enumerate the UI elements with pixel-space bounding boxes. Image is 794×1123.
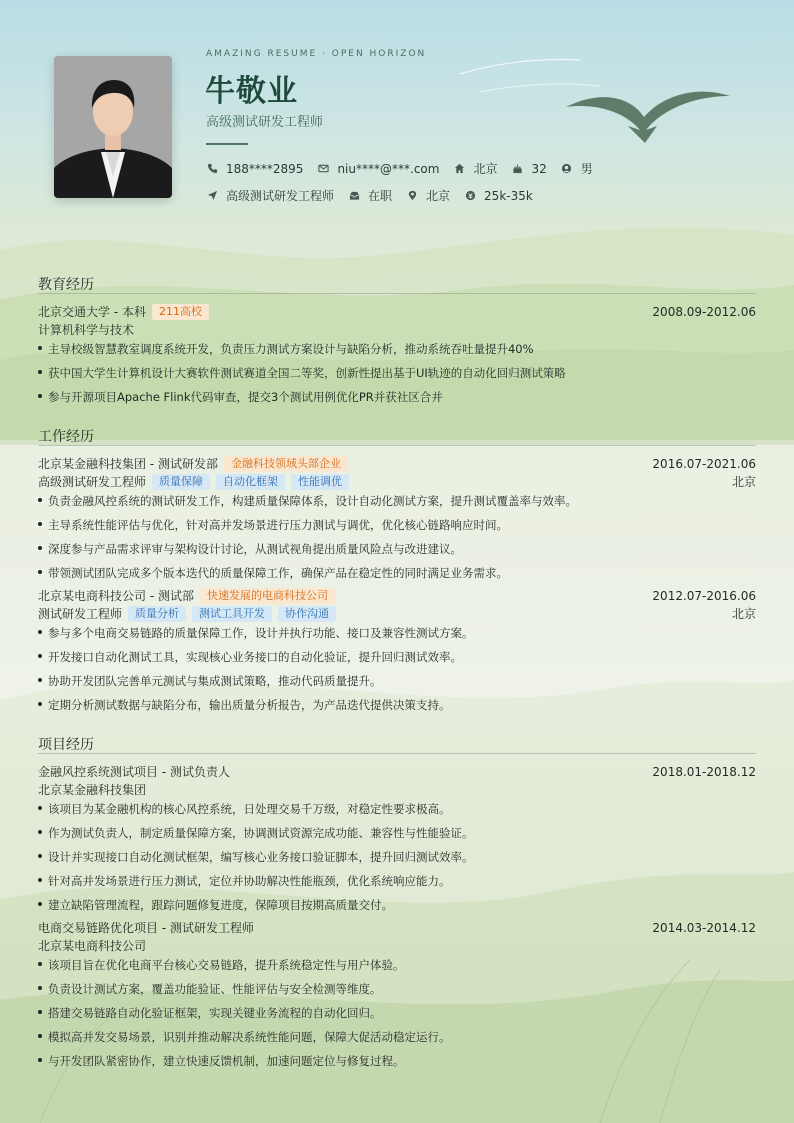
gender-icon bbox=[561, 163, 573, 175]
project-org-row bbox=[38, 937, 756, 954]
phone-info: 188****2895 bbox=[206, 162, 303, 176]
project-bullet: 作为测试负责人，制定质量保障方案，协调测试资源完成功能、兼容性与性能验证。 bbox=[38, 825, 474, 841]
job-date: 2012.07-2016.06 bbox=[652, 588, 756, 603]
school-name: 北京交通大学 - 本科 bbox=[38, 305, 146, 319]
job-city: 北京 bbox=[731, 475, 756, 489]
project-bullet: 与开发团队紧密协作，建立快速反馈机制，加速问题定位与修复过程。 bbox=[38, 1053, 405, 1069]
project-date: 2018.01-2018.12 bbox=[652, 764, 756, 779]
education-bullet: 参与开源项目Apache Flink代码审查，提交3个测试用例优化PR并获社区合并 bbox=[38, 389, 443, 405]
company-name: 北京某金融科技集团 - 测试研发部 bbox=[38, 457, 218, 471]
email-info: niu****@***.com bbox=[317, 162, 439, 176]
project-date: 2014.03-2014.12 bbox=[652, 920, 756, 935]
education-date: 2008.09-2012.06 bbox=[652, 304, 756, 319]
tagline: AMAZING RESUME · OPEN HORIZON bbox=[206, 49, 427, 59]
project-org-row bbox=[38, 781, 756, 798]
cake-icon bbox=[511, 163, 523, 175]
job-date: 2016.07-2021.06 bbox=[652, 456, 756, 471]
project-name: 金融风控系统测试项目 - 测试负责人 bbox=[38, 765, 230, 779]
job-city: 北京 bbox=[731, 607, 756, 621]
project-header-row bbox=[38, 763, 756, 780]
job-role-row bbox=[38, 473, 756, 490]
skill-tag: 质量保障 bbox=[152, 474, 210, 490]
contact-info-row bbox=[206, 160, 607, 177]
job-bullet: 协助开发团队完善单元测试与集成测试策略，推动代码质量提升。 bbox=[38, 673, 382, 689]
project-bullet: 设计并实现接口自动化测试框架，编写核心业务接口验证脚本，提升回归测试效率。 bbox=[38, 849, 474, 865]
education-major-row bbox=[38, 321, 756, 338]
avatar-photo bbox=[54, 56, 172, 198]
job-header-row bbox=[38, 587, 756, 604]
project-bullet: 搭建交易链路自动化验证框架，实现关键业务流程的自动化回归。 bbox=[38, 1005, 382, 1021]
project-org: 北京某金融科技集团 bbox=[38, 783, 147, 797]
skill-tag: 质量分析 bbox=[128, 606, 186, 622]
education-header-row bbox=[38, 303, 756, 320]
skill-tag: 测试工具开发 bbox=[192, 606, 272, 622]
job-intent-row bbox=[206, 187, 547, 204]
project-name: 电商交易链路优化项目 - 测试研发工程师 bbox=[38, 921, 254, 935]
job-role: 测试研发工程师 bbox=[38, 607, 123, 621]
school-badge: 211高校 bbox=[152, 304, 209, 320]
project-bullet: 负责设计测试方案，覆盖功能验证、性能评估与安全检测等维度。 bbox=[38, 981, 382, 997]
company-badge: 金融科技领域头部企业 bbox=[224, 456, 348, 472]
project-bullet: 建立缺陷管理流程，跟踪问题修复进度，保障项目按期高质量交付。 bbox=[38, 897, 393, 913]
skill-tag: 自动化框架 bbox=[216, 474, 285, 490]
job-bullet: 深度参与产品需求评审与架构设计讨论，从测试视角提出质量风险点与改进建议。 bbox=[38, 541, 462, 557]
skill-tag: 性能调优 bbox=[291, 474, 349, 490]
project-bullet: 该项目旨在优化电商平台核心交易链路，提升系统稳定性与用户体验。 bbox=[38, 957, 405, 973]
job-role: 高级测试研发工程师 bbox=[38, 475, 147, 489]
gender-info: 男 bbox=[561, 160, 593, 177]
candidate-title: 高级测试研发工程师 bbox=[206, 115, 324, 130]
project-bullet: 模拟高并发交易场景，识别并推动解决系统性能问题，保障大促活动稳定运行。 bbox=[38, 1029, 451, 1045]
education-section-title: 教育经历 bbox=[38, 277, 94, 293]
project-header-row bbox=[38, 919, 756, 936]
phone-icon bbox=[206, 163, 218, 175]
job-role-row bbox=[38, 605, 756, 622]
company-badge: 快速发展的电商科技公司 bbox=[200, 588, 335, 604]
employment-status-info: 在职 bbox=[348, 187, 392, 204]
money-icon bbox=[464, 190, 476, 202]
company-name: 北京某电商科技公司 - 测试部 bbox=[38, 589, 194, 603]
age-info: 32 bbox=[511, 162, 546, 176]
work-divider bbox=[38, 445, 756, 446]
inbox-icon bbox=[348, 190, 360, 202]
target-position-info: 高级测试研发工程师 bbox=[206, 187, 334, 204]
job-bullet: 带领测试团队完成多个版本迭代的质量保障工作，确保产品在稳定性的同时满足业务需求。 bbox=[38, 565, 508, 581]
project-bullet: 针对高并发场景进行压力测试，定位并协助解决性能瓶颈，优化系统响应能力。 bbox=[38, 873, 451, 889]
mail-icon bbox=[317, 163, 329, 175]
education-divider bbox=[38, 293, 756, 294]
education-bullet: 主导校级智慧教室调度系统开发，负责压力测试方案设计与缺陷分析，推动系统吞吐量提升40% bbox=[38, 341, 534, 357]
project-org: 北京某电商科技公司 bbox=[38, 939, 147, 953]
job-bullet: 主导系统性能评估与优化，针对高并发场景进行压力测试与调优，优化核心链路响应时间。 bbox=[38, 517, 508, 533]
job-bullet: 定期分析测试数据与缺陷分布，输出质量分析报告，为产品迭代提供决策支持。 bbox=[38, 697, 451, 713]
title-divider bbox=[206, 143, 248, 145]
work-section-title: 工作经历 bbox=[38, 429, 94, 445]
candidate-name: 牛敬业 bbox=[205, 74, 298, 109]
home-icon bbox=[453, 163, 465, 175]
projects-section-title: 项目经历 bbox=[38, 737, 94, 753]
residence-info: 北京 bbox=[453, 160, 497, 177]
salary-info: 25k-35k bbox=[464, 189, 533, 203]
job-bullet: 参与多个电商交易链路的质量保障工作，设计并执行功能、接口及兼容性测试方案。 bbox=[38, 625, 474, 641]
skill-tag: 协作沟通 bbox=[278, 606, 336, 622]
education-bullet: 获中国大学生计算机设计大赛软件测试赛道全国二等奖，创新性提出基于UI轨迹的自动化回归测试策略 bbox=[38, 365, 566, 381]
send-icon bbox=[206, 190, 218, 202]
job-bullet: 开发接口自动化测试工具，实现核心业务接口的自动化验证，提升回归测试效率。 bbox=[38, 649, 462, 665]
major: 计算机科学与技术 bbox=[38, 323, 135, 337]
job-header-row bbox=[38, 455, 756, 472]
target-city-info: 北京 bbox=[406, 187, 450, 204]
project-bullet: 该项目为某金融机构的核心风控系统，日处理交易千万级，对稳定性要求极高。 bbox=[38, 801, 451, 817]
job-bullet: 负责金融风控系统的测试研发工作，构建质量保障体系，设计自动化测试方案，提升测试覆盖率与效率。 bbox=[38, 493, 577, 509]
location-pin-icon bbox=[406, 190, 418, 202]
projects-divider bbox=[38, 753, 756, 754]
